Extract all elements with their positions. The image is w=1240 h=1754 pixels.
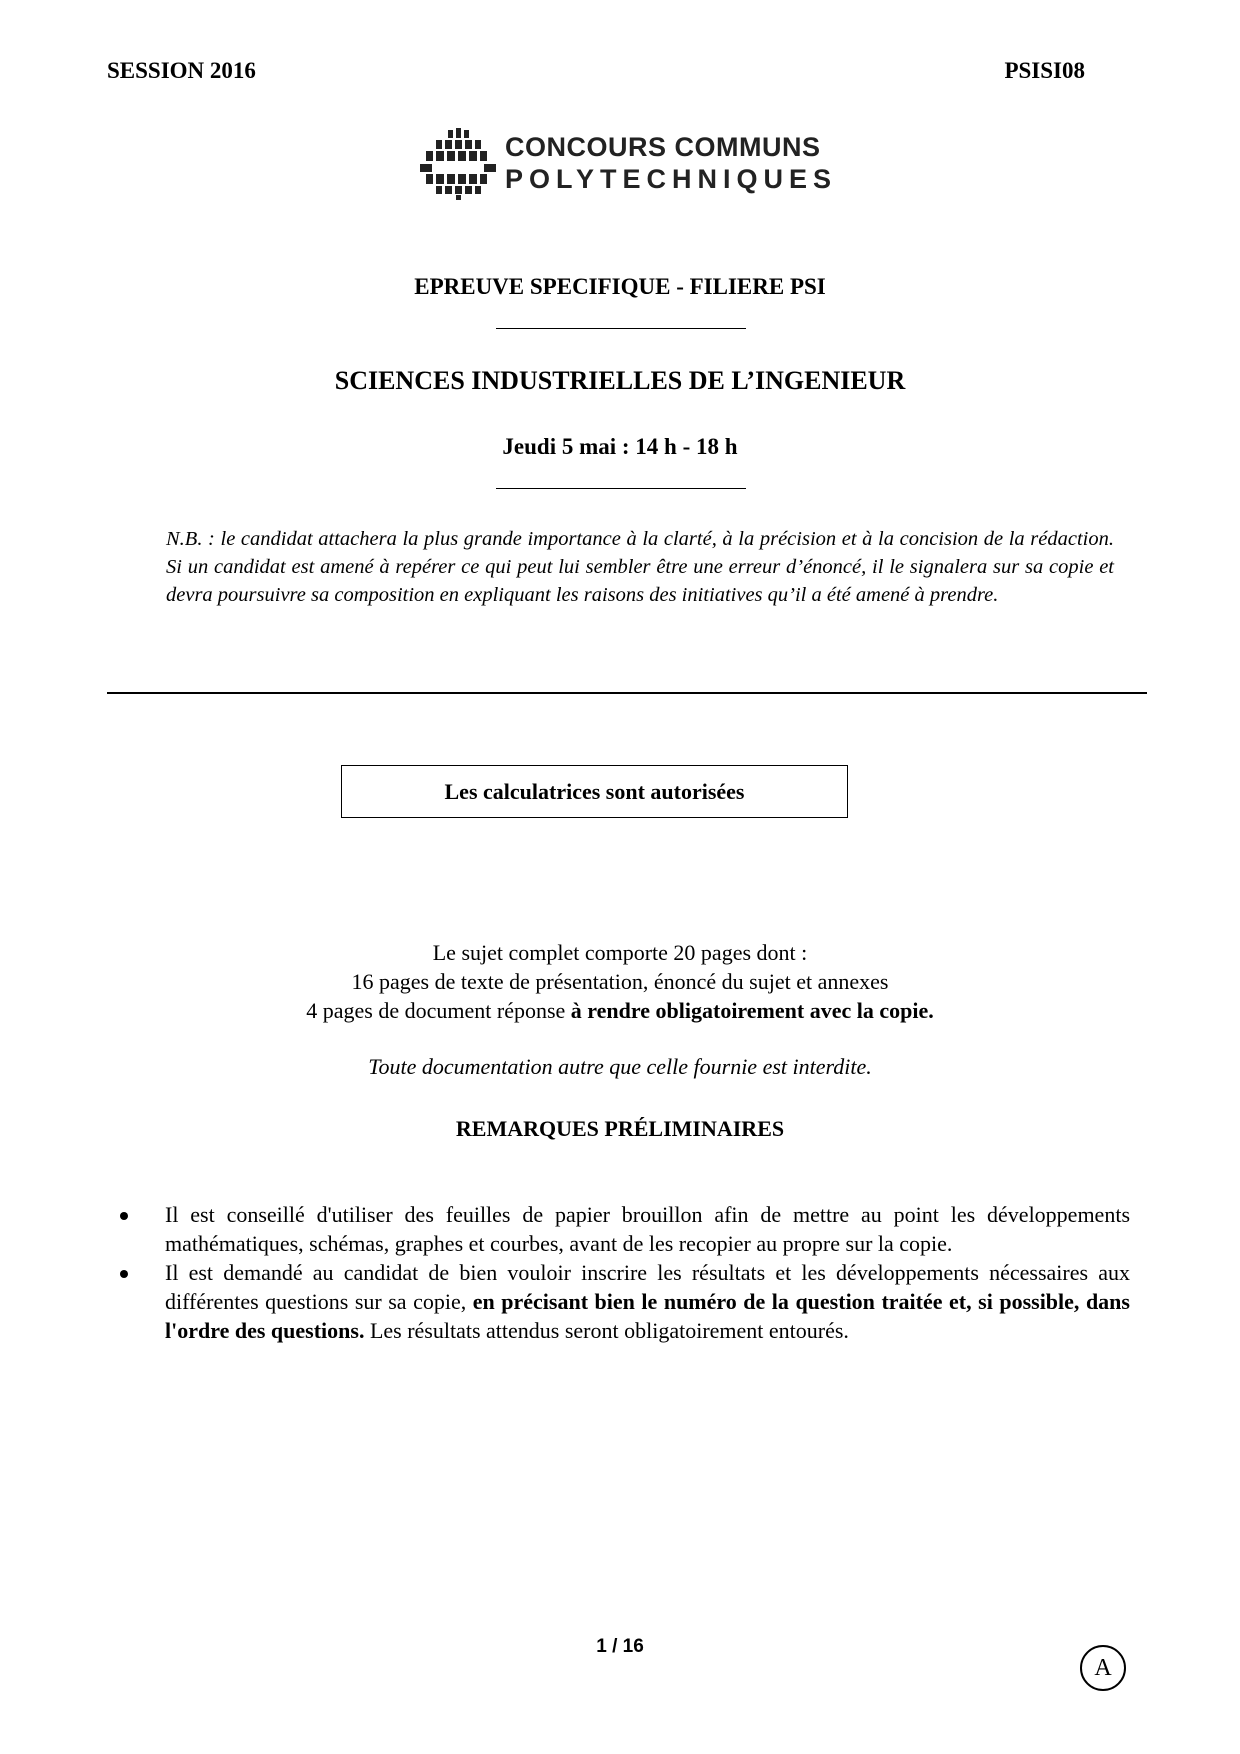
ccp-logo-icon <box>418 128 498 200</box>
list-item <box>110 1258 1130 1345</box>
divider <box>496 488 746 489</box>
list-item <box>110 1200 1130 1258</box>
contents-line2: 16 pages de texte de présentation, énoncé du sujet et annexes <box>351 969 889 994</box>
calculators-notice: Les calculatrices sont autorisées <box>444 778 745 804</box>
exam-type: EPREUVE SPECIFIQUE - FILIERE PSI <box>414 274 826 299</box>
contents-line3 <box>0 998 1240 1024</box>
bullet-icon <box>120 1212 128 1220</box>
contents-line1: Le sujet complet comporte 20 pages dont : <box>432 940 808 965</box>
version-letter: A <box>1094 1654 1112 1681</box>
remark-text: Il est conseillé d'utiliser des feuilles de papier brouillon afin de mettre au point les développements mathématiques, schémas, graphes et courbes, avant de les recopier au propre sur la copie. <box>165 1202 1130 1256</box>
remarks-list <box>110 1200 1130 1345</box>
version-badge <box>1080 1645 1126 1691</box>
exam-code: PSISI08 <box>1004 58 1085 83</box>
remark-text-part2: Les résultats attendus seront obligatoirement entourés. <box>364 1318 849 1343</box>
exam-subject: SCIENCES INDUSTRIELLES DE L’INGENIEUR <box>334 366 906 395</box>
logo-text-line1: CONCOURS COMMUNS <box>505 132 821 162</box>
bullet-icon <box>120 1270 128 1278</box>
section-divider <box>107 692 1147 694</box>
logo-text-line2: POLYTECHNIQUES <box>505 164 838 194</box>
divider <box>496 328 746 329</box>
exam-schedule: Jeudi 5 mai : 14 h - 18 h <box>502 434 738 459</box>
remark-text-part1: Il est demandé au candidat de bien vouloir inscrire les résultats et les développements nécessaires aux différentes questions sur sa copie, <box>165 1260 1130 1314</box>
contents-line3-bold: à rendre obligatoirement avec la copie. <box>570 998 934 1023</box>
page-number: 1 / 16 <box>596 1636 644 1657</box>
nb-note: N.B. : le candidat attachera la plus grande importance à la clarté, à la précision et à la concision de la rédaction. Si un candidat est amené à repérer ce qui peut lui sembler être une erreur d’énoncé, il le signalera sur sa copie et devra poursuivre sa composition en expliquant les raisons des initiatives qu’il a été amené à prendre. <box>166 528 1114 606</box>
session-label: SESSION 2016 <box>107 58 256 83</box>
calculators-notice-box <box>341 765 848 818</box>
contents-line3-normal: 4 pages de document réponse <box>306 998 571 1023</box>
remark-text-bold: en précisant bien le numéro de la question traitée et, si possible, dans l'ordre des questions. <box>165 1289 1130 1343</box>
remarks-title: REMARQUES PRÉLIMINAIRES <box>455 1116 785 1141</box>
documentation-notice: Toute documentation autre que celle fournie est interdite. <box>368 1054 872 1079</box>
